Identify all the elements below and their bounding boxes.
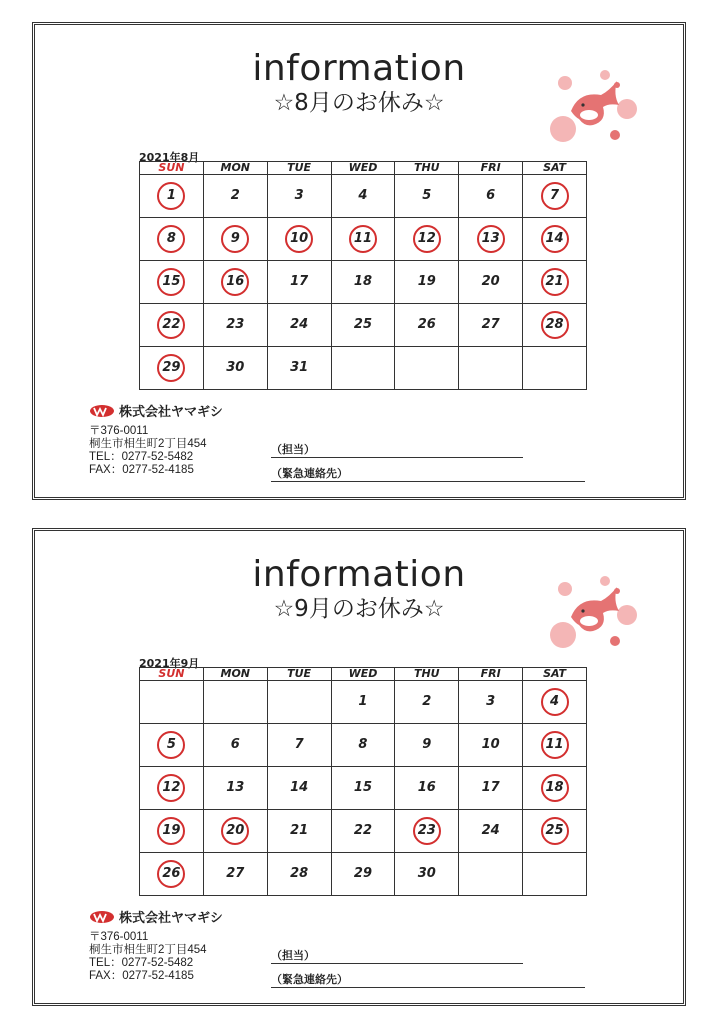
fax: FAX：0277-52-4185 <box>89 464 194 476</box>
calendar-week-row <box>140 347 587 390</box>
calendar-day-cell <box>203 810 267 853</box>
weekday-header: SUN <box>140 668 204 681</box>
business-date: 2 <box>230 188 240 203</box>
holiday-date: 10 <box>285 225 313 253</box>
company-name <box>89 907 223 926</box>
weekday-header: TUE <box>267 162 331 175</box>
company-name-text: 株式会社ヤマギシ <box>119 405 223 420</box>
business-date: 28 <box>290 866 309 881</box>
holiday-date: 28 <box>541 311 569 339</box>
calendar-day-cell <box>203 853 267 896</box>
calendar-day-cell <box>523 767 587 810</box>
calendar-day-cell <box>203 175 267 218</box>
business-date: 24 <box>481 823 500 838</box>
calendar-day-cell <box>523 347 587 390</box>
calendar-day-cell <box>203 681 267 724</box>
calendar-day-cell <box>523 681 587 724</box>
calendar-day-cell <box>203 261 267 304</box>
calendar-day-cell <box>267 218 331 261</box>
calendar-week-row <box>140 681 587 724</box>
calendar-day-cell <box>267 853 331 896</box>
business-date: 6 <box>230 737 240 752</box>
business-date: 17 <box>290 274 309 289</box>
holiday-date: 16 <box>221 268 249 296</box>
business-date: 2 <box>422 694 432 709</box>
calendar-day-cell <box>140 724 204 767</box>
calendar-day-cell <box>523 724 587 767</box>
holiday-date: 20 <box>221 817 249 845</box>
calendar-day-cell <box>331 304 395 347</box>
calendar-day-cell <box>523 853 587 896</box>
calendar-day-cell <box>395 261 459 304</box>
weekday-header: WED <box>331 162 395 175</box>
calendar-label: 2021年9月 <box>139 657 200 670</box>
calendar-day-cell <box>395 767 459 810</box>
business-date: 9 <box>422 737 432 752</box>
business-date: 1 <box>358 694 368 709</box>
postal-code: 〒376-0011 <box>89 425 149 437</box>
calendar-day-cell <box>459 767 523 810</box>
business-date: 13 <box>226 780 245 795</box>
calendar-day-cell <box>267 175 331 218</box>
business-date: 3 <box>486 694 496 709</box>
business-date: 3 <box>294 188 304 203</box>
calendar-day-cell <box>459 175 523 218</box>
weekday-header: WED <box>331 668 395 681</box>
company-name-text: 株式会社ヤマギシ <box>119 911 223 926</box>
calendar-label: 2021年8月 <box>139 151 200 164</box>
weekday-header: FRI <box>459 668 523 681</box>
business-date: 16 <box>417 780 436 795</box>
calendar-day-cell <box>331 853 395 896</box>
telephone: TEL：0277-52-5482 <box>89 957 194 969</box>
calendar-day-cell <box>459 853 523 896</box>
business-date: 26 <box>417 317 436 332</box>
calendar-day-cell <box>331 347 395 390</box>
business-date: 31 <box>290 360 309 375</box>
weekday-header: THU <box>395 162 459 175</box>
calendar-day-cell <box>395 853 459 896</box>
weekday-header: THU <box>395 668 459 681</box>
calendar-day-cell <box>395 347 459 390</box>
weekday-header: FRI <box>459 162 523 175</box>
calendar-week-row <box>140 304 587 347</box>
holiday-date: 8 <box>157 225 185 253</box>
calendar-day-cell <box>267 767 331 810</box>
business-date: 4 <box>358 188 368 203</box>
weekday-header: SAT <box>523 162 587 175</box>
company-logo <box>89 404 115 418</box>
calendar-day-cell <box>267 261 331 304</box>
business-date: 5 <box>422 188 432 203</box>
company-address <box>89 931 207 983</box>
holiday-date: 1 <box>157 182 185 210</box>
calendar-day-cell <box>395 304 459 347</box>
calendar-day-cell <box>140 261 204 304</box>
calendar-day-cell <box>395 175 459 218</box>
business-date: 29 <box>353 866 372 881</box>
dolphin-illustration <box>549 61 639 151</box>
calendar-day-cell <box>140 175 204 218</box>
weekday-header: TUE <box>267 668 331 681</box>
calendar-day-cell <box>459 810 523 853</box>
business-date: 22 <box>353 823 372 838</box>
holiday-date: 29 <box>157 354 185 382</box>
company-address <box>89 425 207 477</box>
calendar-week-row <box>140 175 587 218</box>
postal-code: 〒376-0011 <box>89 931 149 943</box>
calendar-day-cell <box>331 724 395 767</box>
company-logo <box>89 910 115 924</box>
holiday-date: 15 <box>157 268 185 296</box>
calendar-day-cell <box>203 347 267 390</box>
holiday-date: 14 <box>541 225 569 253</box>
calendar-week-row <box>140 218 587 261</box>
notice-card-september <box>32 528 686 1006</box>
calendar-week-row <box>140 261 587 304</box>
calendar-day-cell <box>203 724 267 767</box>
calendar-day-cell <box>203 767 267 810</box>
calendar-week-row <box>140 724 587 767</box>
calendar-day-cell <box>140 810 204 853</box>
business-date: 25 <box>353 317 372 332</box>
calendar-day-cell <box>523 810 587 853</box>
holiday-date: 12 <box>157 774 185 802</box>
calendar-day-cell <box>140 218 204 261</box>
person-in-charge-field: （担当） <box>271 947 523 964</box>
calendar-day-cell <box>331 261 395 304</box>
holiday-date: 25 <box>541 817 569 845</box>
calendar-day-cell <box>267 724 331 767</box>
calendar-week-row <box>140 853 587 896</box>
holiday-date: 12 <box>413 225 441 253</box>
weekday-header: SAT <box>523 668 587 681</box>
holiday-date: 22 <box>157 311 185 339</box>
calendar-day-cell <box>267 347 331 390</box>
calendar-day-cell <box>395 810 459 853</box>
calendar-day-cell <box>331 681 395 724</box>
business-date: 10 <box>481 737 500 752</box>
calendar-day-cell <box>459 304 523 347</box>
weekday-header: SUN <box>140 162 204 175</box>
business-date: 27 <box>481 317 500 332</box>
subtitle: ☆8月のお休み☆ <box>273 90 445 116</box>
emergency-contact-field: （緊急連絡先） <box>271 465 585 482</box>
calendar-day-cell <box>140 347 204 390</box>
business-date: 24 <box>290 317 309 332</box>
calendar-day-cell <box>523 261 587 304</box>
calendar-day-cell <box>331 218 395 261</box>
business-date: 15 <box>353 780 372 795</box>
business-date: 21 <box>290 823 309 838</box>
calendar-day-cell <box>523 304 587 347</box>
calendar-day-cell <box>267 810 331 853</box>
calendar-day-cell <box>331 175 395 218</box>
notice-card-august <box>32 22 686 500</box>
telephone: TEL：0277-52-5482 <box>89 451 194 463</box>
calendar-day-cell <box>140 681 204 724</box>
title: information <box>252 48 466 89</box>
business-date: 20 <box>481 274 500 289</box>
calendar-day-cell <box>140 767 204 810</box>
fax: FAX：0277-52-4185 <box>89 970 194 982</box>
business-date: 23 <box>226 317 245 332</box>
holiday-date: 5 <box>157 731 185 759</box>
holiday-date: 21 <box>541 268 569 296</box>
holiday-date: 9 <box>221 225 249 253</box>
calendar-day-cell <box>331 810 395 853</box>
business-date: 30 <box>417 866 436 881</box>
holiday-date: 13 <box>477 225 505 253</box>
calendar-day-cell <box>523 218 587 261</box>
calendar-day-cell <box>459 218 523 261</box>
calendar-day-cell <box>140 853 204 896</box>
business-date: 8 <box>358 737 368 752</box>
calendar-day-cell <box>395 218 459 261</box>
calendar-day-cell <box>140 304 204 347</box>
business-date: 17 <box>481 780 500 795</box>
holiday-date: 4 <box>541 688 569 716</box>
weekday-header: MON <box>203 162 267 175</box>
calendar-day-cell <box>395 724 459 767</box>
weekday-header: MON <box>203 668 267 681</box>
business-date: 14 <box>290 780 309 795</box>
person-in-charge-field: （担当） <box>271 441 523 458</box>
emergency-contact-field: （緊急連絡先） <box>271 971 585 988</box>
holiday-date: 23 <box>413 817 441 845</box>
holiday-date: 19 <box>157 817 185 845</box>
holiday-date: 26 <box>157 860 185 888</box>
business-date: 19 <box>417 274 436 289</box>
calendar-september <box>139 667 587 896</box>
company-name <box>89 401 223 420</box>
business-date: 6 <box>486 188 496 203</box>
calendar-day-cell <box>203 218 267 261</box>
calendar-day-cell <box>395 681 459 724</box>
calendar-day-cell <box>459 724 523 767</box>
business-date: 27 <box>226 866 245 881</box>
title: information <box>252 554 466 595</box>
holiday-date: 11 <box>349 225 377 253</box>
business-date: 7 <box>294 737 304 752</box>
holiday-date: 18 <box>541 774 569 802</box>
calendar-day-cell <box>459 347 523 390</box>
calendar-day-cell <box>267 304 331 347</box>
dolphin-illustration <box>549 567 639 657</box>
business-date: 18 <box>353 274 372 289</box>
calendar-august <box>139 161 587 390</box>
calendar-week-row <box>140 810 587 853</box>
holiday-date: 11 <box>541 731 569 759</box>
calendar-week-row <box>140 767 587 810</box>
business-date: 30 <box>226 360 245 375</box>
calendar-day-cell <box>523 175 587 218</box>
calendar-day-cell <box>267 681 331 724</box>
calendar-day-cell <box>459 261 523 304</box>
subtitle: ☆9月のお休み☆ <box>273 596 445 622</box>
street-address: 桐生市相生町2丁目454 <box>89 438 207 450</box>
calendar-day-cell <box>203 304 267 347</box>
calendar-day-cell <box>331 767 395 810</box>
calendar-day-cell <box>459 681 523 724</box>
street-address: 桐生市相生町2丁目454 <box>89 944 207 956</box>
holiday-date: 7 <box>541 182 569 210</box>
